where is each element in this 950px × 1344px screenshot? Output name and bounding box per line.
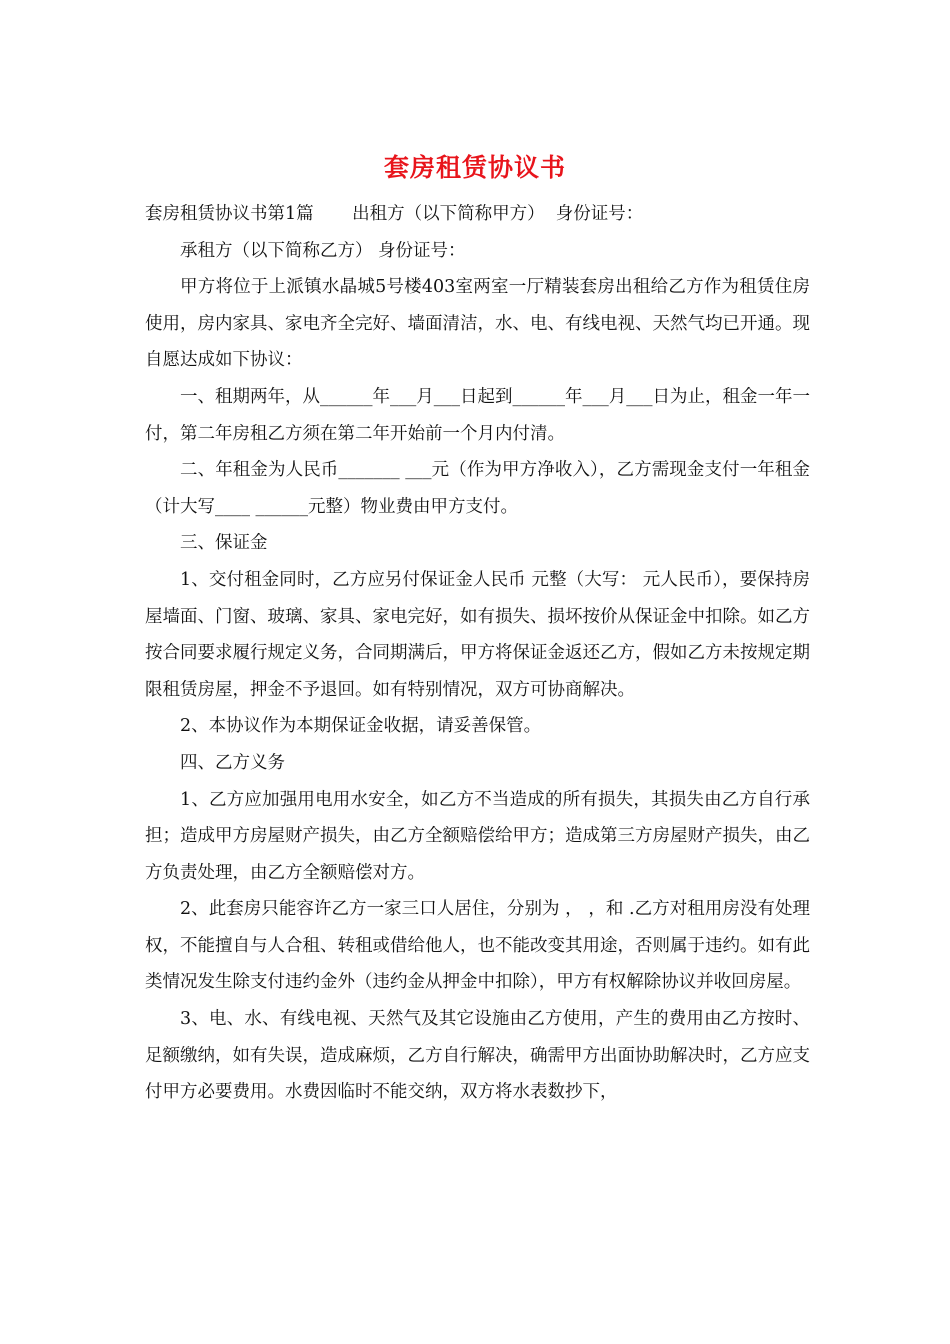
section-heading-obligations: 四、乙方义务 — [180, 752, 285, 773]
paragraph-deposit-1: 1、交付租金同时，乙方应另付保证金人民币 元整（大写： 元人民币），要保持房屋墙面、门窗、玻璃、家具、家电完好，如有损失、损坏按价从保证金中扣除。如乙方按合同要求履行规定义务，合同期满后，甲方将保证金返还乙方，假如乙方未按规定期限租赁房屋，押金不予退回。如有特别情况，双方可协商解决。 — [145, 569, 810, 700]
paragraph-obligation-3: 3、电、水、有线电视、天然气及其它设施由乙方使用，产生的费用由乙方按时、足额缴纳，如有失误，造成麻烦，乙方自行解决，确需甲方出面协助解决时，乙方应支付甲方必要费用。水费因临时不能交纳，双方将水表数抄下， — [145, 1009, 810, 1103]
header-line — [145, 196, 810, 233]
paragraph-property: 甲方将位于上派镇水晶城5号楼403室两室一厅精装套房出租给乙方作为租赁住房使用，房内家具、家电齐全完好、墙面清洁，水、电、有线电视、天然气均已开通。现自愿达成如下协议： — [145, 277, 810, 371]
paragraph-deposit-2: 2、本协议作为本期保证金收据，请妥善保管。 — [180, 716, 542, 737]
paragraph-lessee: 承租方（以下简称乙方） 身份证号： — [180, 240, 466, 261]
paragraph-rent: 二、年租金为人民币_______ ___元（作为甲方净收入），乙方需现金支付一年租金（计大写____ ______元整）物业费由甲方支付。 — [145, 460, 810, 517]
document-body — [145, 196, 810, 1111]
paragraph-obligation-1: 1、乙方应加强用电用水安全，如乙方不当造成的所有损失，其损失由乙方自行承担；造成甲方房屋财产损失，由乙方全额赔偿给甲方；造成第三方房屋财产损失，由乙方负责处理，由乙方全额赔偿对方。 — [145, 789, 810, 883]
section-heading-deposit: 三、保证金 — [180, 533, 268, 554]
document-title: 套房租赁协议书 — [383, 153, 566, 182]
lessor-label: 出租方（以下简称甲方） — [352, 204, 545, 224]
lessor-id-label: 身份证号： — [555, 204, 644, 224]
article-number-label: 套房租赁协议书第1篇 — [145, 204, 314, 224]
paragraph-term: 一、租期两年，从______年___月___日起到______年___月___日为止，租金一年一付，第二年房租乙方须在第二年开始前一个月内付清。 — [145, 386, 810, 444]
paragraph-obligation-2: 2、此套房只能容许乙方一家三口人居住，分别为 ， ，和 .乙方对租用房没有处理权，不能擅自与人合租、转租或借给他人，也不能改变其用途，否则属于违约。如有此类情况发生除支付违约金外（违约金从押金中扣除），甲方有权解除协议并收回房屋。 — [145, 899, 810, 993]
